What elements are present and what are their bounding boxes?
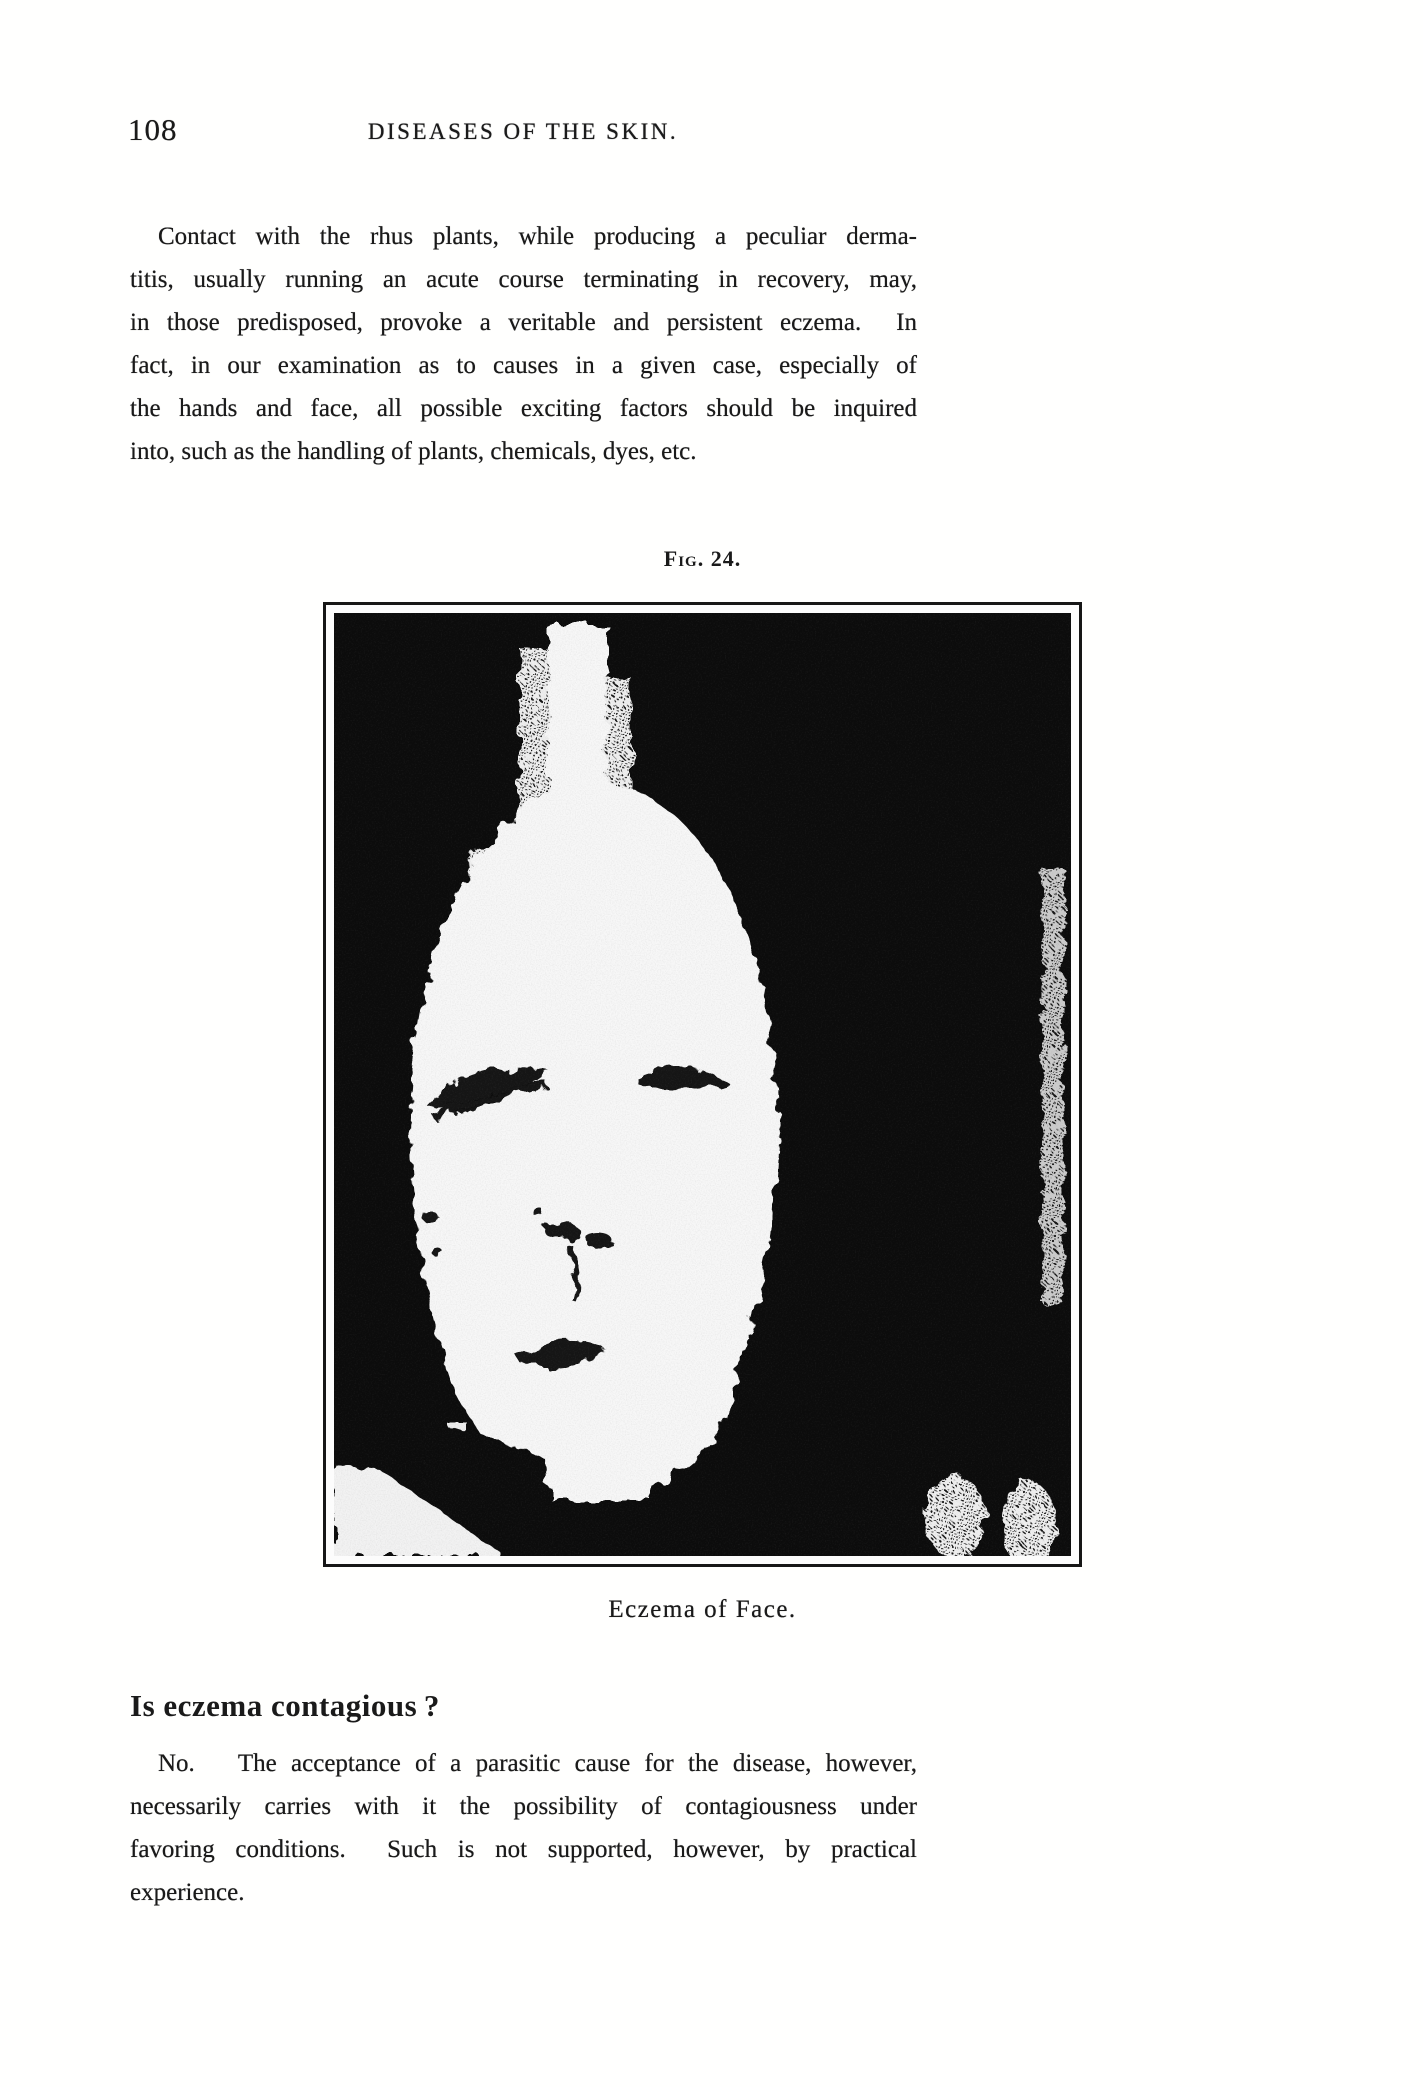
figure-caption: Eczema of Face. xyxy=(608,1596,797,1623)
text-line: favoring conditions. Such is not supported, however, by practical xyxy=(130,1836,917,1863)
intro-paragraph xyxy=(130,215,917,473)
text-line: No. The acceptance of a parasitic cause for the disease, however, xyxy=(158,1750,917,1777)
figure-label: Fig. 24. xyxy=(663,546,742,571)
text-line: Contact with the rhus plants, while producing a peculiar derma- xyxy=(158,223,917,250)
figure-frame xyxy=(323,602,1082,1567)
text-line: the hands and face, all possible exciting factors should be inquired xyxy=(130,395,917,422)
eczema-face-photo xyxy=(334,613,1071,1556)
photo-grain-dark xyxy=(334,613,1071,1556)
question-heading: Is eczema contagious ? xyxy=(130,1688,440,1723)
answer-paragraph xyxy=(130,1742,917,1914)
text-line: fact, in our examination as to causes in a given case, especially of xyxy=(130,352,917,379)
text-line: in those predisposed, provoke a veritable and persistent eczema. In xyxy=(130,309,917,336)
text-line: into, such as the handling of plants, chemicals, dyes, etc. xyxy=(130,438,697,465)
text-line: necessarily carries with it the possibility of contagiousness under xyxy=(130,1793,917,1820)
running-header: DISEASES OF THE SKIN. xyxy=(367,119,679,144)
page-number: 108 xyxy=(128,112,178,147)
text-line: titis, usually running an acute course terminating in recovery, may, xyxy=(130,266,917,293)
text-line: experience. xyxy=(130,1879,245,1906)
